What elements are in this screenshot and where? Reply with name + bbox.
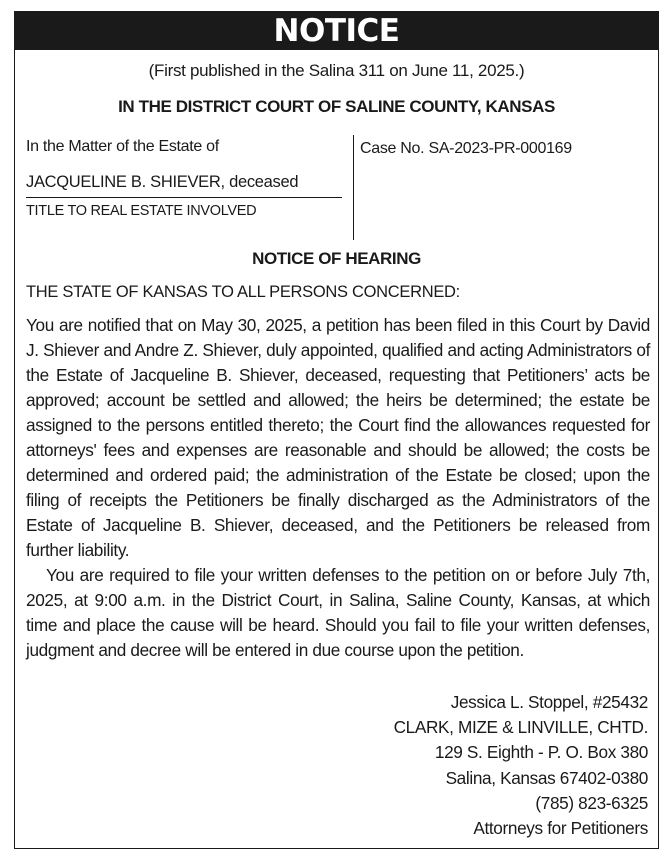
body-paragraph: You are notified that on May 30, 2025, a petition has been filed in this Court by David J. Shiever and Andre Z. Shiever, duly appointed, qualified and acting Administrators of the Estate of Jacqueline B. Shiever, deceased, requesting that Petitioners’ acts be approved; account be settled and allowed; the heirs be determined; the estate be assigned to the persons entitled thereto; the Court find the allowances requested for attorneys' fees and expenses are reasonable and should be allowed; the costs be determined and ordered paid; the administration of the Estate be closed; upon the filing of receipts the Petitioners be finally discharged as the Administrators of the Estate of Jacqueline B. Shiever, deceased, and the Petitioners be released from further liability. [26, 315, 650, 560]
matter-label: In the Matter of the Estate of [26, 138, 219, 155]
case-caption [26, 134, 342, 224]
notice-banner: NOTICE [15, 12, 658, 50]
court-heading: IN THE DISTRICT COURT OF SALINE COUNTY, KANSAS [118, 97, 555, 116]
law-firm: CLARK, MIZE & LINVILLE, CHTD. [393, 717, 648, 738]
firm-address: 129 S. Eighth - P. O. Box 380 [434, 742, 648, 763]
body-paragraph: You are required to file your written defenses to the petition on or before July 7th, 2025, at 9:00 a.m. in the District Court, in Salina, Saline County, Kansas, at which time and place the cause will be heard. Should you fail to file your written defenses, judgment and decree will be entered in due course upon the petition. [26, 565, 650, 660]
estate-name: JACQUELINE B. SHIEVER, deceased [26, 168, 342, 198]
attorney-name: Jessica L. Stoppel, #25432 [450, 692, 648, 712]
signature-block [394, 690, 648, 841]
salutation: THE STATE OF KANSAS TO ALL PERSONS CONCERNED: [26, 283, 460, 301]
firm-phone: (785) 823-6325 [535, 792, 648, 813]
legal-notice [14, 11, 659, 849]
publication-line: (First published in the Salina 311 on June 11, 2025.) [148, 61, 525, 80]
title-note: TITLE TO REAL ESTATE INVOLVED [26, 203, 257, 219]
caption-divider [353, 135, 354, 240]
firm-city: Salina, Kansas 67402-0380 [445, 767, 648, 788]
hearing-heading: NOTICE OF HEARING [252, 249, 421, 268]
attorney-role: Attorneys for Petitioners [473, 818, 648, 839]
case-number: Case No. SA-2023-PR-000169 [360, 140, 572, 157]
